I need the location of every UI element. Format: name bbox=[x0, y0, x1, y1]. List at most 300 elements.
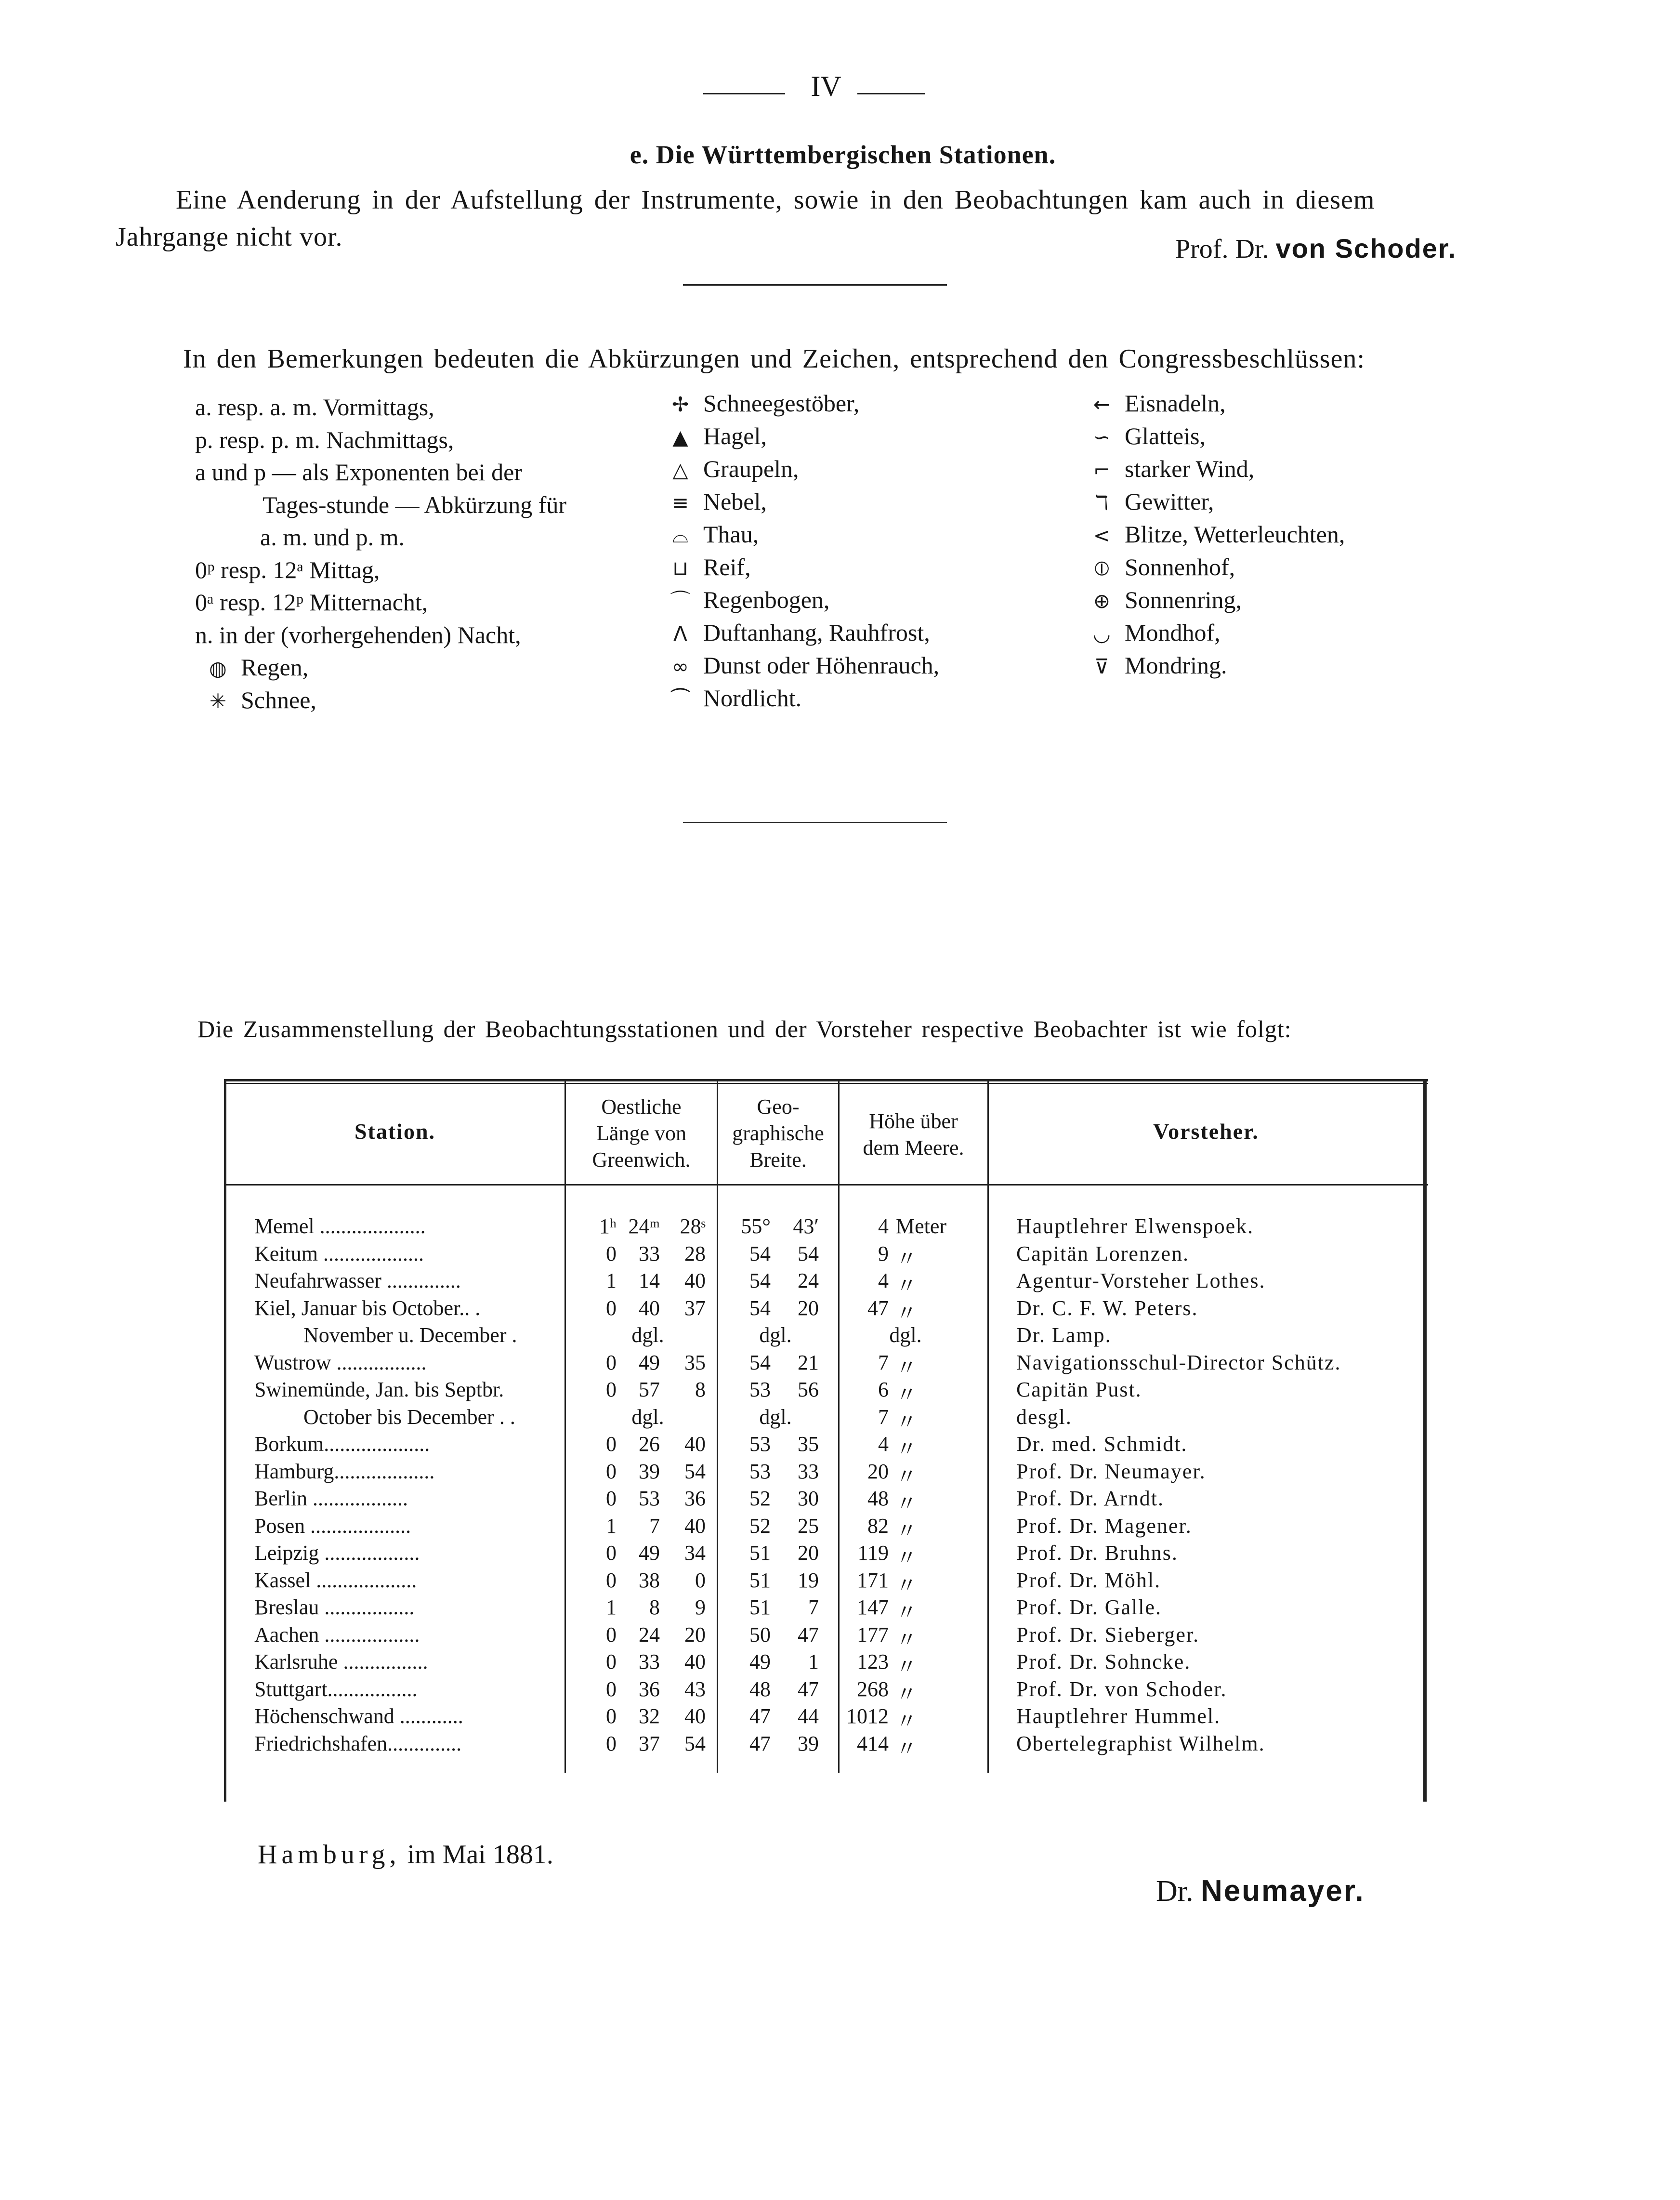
table-row bbox=[224, 1377, 1428, 1405]
latitude-minutes: 43′ bbox=[793, 1214, 819, 1238]
legend-item bbox=[195, 688, 316, 712]
station-name: Keitum ................... bbox=[254, 1241, 424, 1265]
altitude-value: 47 bbox=[867, 1296, 889, 1320]
closing-signature-name: Neumayer. bbox=[1201, 1874, 1365, 1908]
director-name: Dr. Lamp. bbox=[1016, 1323, 1112, 1347]
weather-symbol-icon: ℸ bbox=[1095, 491, 1109, 514]
longitude-hours: 0 bbox=[606, 1459, 617, 1483]
table-row bbox=[224, 1704, 1428, 1731]
legend-item-text: Regen, bbox=[241, 654, 309, 681]
altitude-unit: 〃 bbox=[896, 1682, 917, 1706]
longitude-seconds: 8 bbox=[695, 1378, 706, 1401]
station-name: Leipzig .................. bbox=[254, 1541, 420, 1565]
header-latitude bbox=[718, 1093, 838, 1173]
altitude-unit: 〃 bbox=[896, 1628, 917, 1652]
longitude-minutes: 8 bbox=[649, 1595, 660, 1619]
director-name: Prof. Dr. Möhl. bbox=[1016, 1568, 1161, 1592]
table-top-border-inner bbox=[224, 1083, 1428, 1084]
closing-place-date bbox=[258, 1839, 553, 1870]
longitude-seconds: 40 bbox=[684, 1269, 706, 1292]
closing-place: Hamburg, bbox=[258, 1840, 401, 1870]
table-row bbox=[224, 1568, 1428, 1595]
altitude-value: 4 bbox=[878, 1214, 889, 1238]
legend-item bbox=[657, 522, 759, 546]
legend-item bbox=[195, 558, 380, 582]
altitude-unit: 〃 bbox=[896, 1301, 917, 1325]
table-row bbox=[224, 1214, 1428, 1241]
header-longitude-line: Länge von bbox=[596, 1121, 686, 1145]
table-row bbox=[224, 1486, 1428, 1514]
latitude-degrees: 53 bbox=[749, 1459, 771, 1483]
legend-item-text: Mondring. bbox=[1125, 652, 1227, 679]
longitude-seconds: 40 bbox=[684, 1432, 706, 1456]
altitude-value: 82 bbox=[867, 1514, 889, 1538]
page-number-row bbox=[0, 70, 1680, 113]
longitude-seconds: 34 bbox=[684, 1541, 706, 1565]
latitude-degrees: 52 bbox=[749, 1487, 771, 1510]
latitude-minutes: 30 bbox=[798, 1487, 819, 1510]
director-name: desgl. bbox=[1016, 1405, 1072, 1429]
legend-item bbox=[1079, 653, 1227, 677]
latitude-minutes: 47 bbox=[798, 1622, 819, 1647]
weather-symbol-icon: ▲ bbox=[672, 425, 688, 449]
altitude-unit: 〃 bbox=[896, 1519, 917, 1543]
legend-item-text: a. m. und p. m. bbox=[260, 524, 405, 551]
legend-item-text: p. resp. p. m. Nachmittags, bbox=[195, 426, 454, 453]
altitude-unit: 〃 bbox=[896, 1383, 917, 1407]
legend-item-text: Regenbogen, bbox=[703, 586, 830, 613]
station-name: Kiel, Januar bis October.. . bbox=[254, 1296, 481, 1320]
director-name: Prof. Dr. Sieberger. bbox=[1016, 1622, 1200, 1647]
latitude-minutes: 44 bbox=[798, 1704, 819, 1728]
altitude-unit: Meter bbox=[896, 1214, 947, 1238]
longitude-minutes: 37 bbox=[639, 1731, 660, 1755]
table-row bbox=[224, 1459, 1428, 1487]
station-name: Berlin .................. bbox=[254, 1487, 408, 1510]
longitude-hours: 1 bbox=[606, 1514, 617, 1538]
director-name: Prof. Dr. Arndt. bbox=[1016, 1487, 1164, 1510]
legend-item bbox=[1079, 522, 1345, 546]
latitude-minutes: 25 bbox=[798, 1514, 819, 1538]
director-name: Hauptlehrer Hummel. bbox=[1016, 1704, 1221, 1728]
latitude-degrees: 55° bbox=[741, 1214, 771, 1238]
longitude-seconds: 28ˢ bbox=[680, 1214, 706, 1238]
weather-symbol-icon: ⦶ bbox=[1094, 556, 1109, 580]
longitude-seconds: 20 bbox=[684, 1622, 706, 1647]
altitude-value: 268 bbox=[857, 1677, 889, 1701]
longitude-seconds: 37 bbox=[684, 1296, 706, 1320]
altitude-value: 9 bbox=[878, 1241, 889, 1265]
station-name: Kassel ................... bbox=[254, 1568, 417, 1592]
page-number-dash-left bbox=[703, 93, 785, 94]
weather-symbol-icon: Λ bbox=[673, 622, 687, 646]
director-name: Prof. Dr. Galle. bbox=[1016, 1595, 1162, 1619]
director-name: Hauptlehrer Elwenspoek. bbox=[1016, 1214, 1254, 1238]
station-name: November u. December . bbox=[303, 1323, 517, 1347]
legend-item-text: Thau, bbox=[703, 521, 759, 548]
legend-item bbox=[1079, 555, 1235, 579]
station-name: Borkum.................... bbox=[254, 1432, 430, 1456]
header-longitude bbox=[566, 1093, 717, 1173]
latitude-degrees: 51 bbox=[749, 1568, 771, 1592]
longitude-minutes: 14 bbox=[639, 1269, 660, 1292]
legend-item bbox=[657, 391, 859, 415]
longitude-minutes: 32 bbox=[639, 1704, 660, 1728]
director-name: Navigationsschul-Director Schütz. bbox=[1016, 1350, 1341, 1374]
station-name: Stuttgart................. bbox=[254, 1677, 418, 1701]
table-row bbox=[224, 1405, 1428, 1432]
altitude-value: 20 bbox=[867, 1459, 889, 1483]
longitude-hours: 0 bbox=[606, 1704, 617, 1728]
longitude-hours: 0 bbox=[606, 1241, 617, 1265]
latitude-degrees: 54 bbox=[749, 1241, 771, 1265]
weather-symbol-icon: △ bbox=[672, 458, 688, 482]
page-number-dash-right bbox=[857, 93, 925, 94]
latitude-degrees: 53 bbox=[749, 1432, 771, 1456]
longitude-hours: 0 bbox=[606, 1568, 617, 1592]
legend-item-text: starker Wind, bbox=[1125, 455, 1255, 482]
longitude-hours: 0 bbox=[606, 1731, 617, 1755]
altitude-same: dgl. bbox=[889, 1323, 922, 1347]
table-row bbox=[224, 1432, 1428, 1459]
longitude-minutes: 39 bbox=[639, 1459, 660, 1483]
altitude-value: 147 bbox=[857, 1595, 889, 1619]
legend-item bbox=[260, 525, 405, 549]
legend-item bbox=[195, 428, 454, 452]
latitude-degrees: 53 bbox=[749, 1378, 771, 1401]
weather-symbol-icon: ⊽ bbox=[1094, 655, 1109, 678]
latitude-same: dgl. bbox=[759, 1323, 792, 1347]
weather-symbol-icon: ✢ bbox=[671, 393, 689, 416]
latitude-minutes: 39 bbox=[798, 1731, 819, 1755]
legend-item bbox=[1079, 391, 1226, 415]
longitude-same: dgl. bbox=[631, 1323, 664, 1347]
longitude-hours: 0 bbox=[606, 1296, 617, 1320]
latitude-degrees: 48 bbox=[749, 1677, 771, 1701]
weather-symbol-icon: ⌓ bbox=[672, 524, 689, 547]
longitude-seconds: 36 bbox=[684, 1487, 706, 1510]
longitude-seconds: 35 bbox=[684, 1350, 706, 1374]
longitude-hours: 0 bbox=[606, 1350, 617, 1374]
altitude-unit: 〃 bbox=[896, 1573, 917, 1597]
director-name: Prof. Dr. Neumayer. bbox=[1016, 1459, 1206, 1483]
latitude-degrees: 54 bbox=[749, 1350, 771, 1374]
altitude-unit: 〃 bbox=[896, 1601, 917, 1624]
legend-item-text: Reif, bbox=[703, 553, 751, 580]
latitude-same: dgl. bbox=[759, 1405, 792, 1429]
latitude-minutes: 20 bbox=[798, 1541, 819, 1565]
director-name: Prof. Dr. Sohncke. bbox=[1016, 1650, 1191, 1673]
altitude-unit: 〃 bbox=[896, 1546, 917, 1570]
section-signature-name: von Schoder. bbox=[1275, 233, 1457, 263]
altitude-unit: 〃 bbox=[896, 1737, 917, 1761]
weather-symbol-icon: ◍ bbox=[209, 657, 227, 680]
weather-symbol-icon: ⊔ bbox=[672, 556, 688, 580]
longitude-seconds: 9 bbox=[695, 1595, 706, 1619]
longitude-seconds: 28 bbox=[684, 1241, 706, 1265]
header-latitude-line: Geo- bbox=[757, 1095, 800, 1119]
header-station: Station. bbox=[354, 1119, 436, 1144]
legend-item bbox=[657, 424, 767, 448]
table-row bbox=[224, 1241, 1428, 1269]
legend-item bbox=[195, 395, 434, 419]
legend-item-text: a. resp. a. m. Vormittags, bbox=[195, 394, 434, 421]
closing-date: im Mai 1881. bbox=[407, 1840, 553, 1870]
legend-item bbox=[195, 590, 428, 614]
latitude-degrees: 54 bbox=[749, 1269, 771, 1292]
longitude-seconds: 54 bbox=[684, 1731, 706, 1755]
latitude-minutes: 54 bbox=[798, 1241, 819, 1265]
legend-item-text: Schnee, bbox=[241, 686, 316, 713]
legend-item bbox=[657, 489, 767, 514]
longitude-minutes: 38 bbox=[639, 1568, 660, 1592]
latitude-minutes: 21 bbox=[798, 1350, 819, 1374]
legend-item bbox=[657, 686, 801, 710]
legend-item-text: 0ᵖ resp. 12ᵃ Mittag, bbox=[195, 556, 380, 583]
altitude-value: 7 bbox=[878, 1405, 889, 1429]
longitude-hours: 0 bbox=[606, 1677, 617, 1701]
table-top-border bbox=[224, 1079, 1428, 1081]
altitude-value: 4 bbox=[878, 1269, 889, 1292]
longitude-hours: 0 bbox=[606, 1487, 617, 1510]
legend-item-text: Dunst oder Höhenrauch, bbox=[703, 652, 940, 679]
section-intro-line-1: Eine Aenderung in der Aufstellung der Instrumente, sowie in den Beobachtungen kam auch in diesem bbox=[176, 185, 1375, 215]
latitude-minutes: 20 bbox=[798, 1296, 819, 1320]
longitude-minutes: 33 bbox=[639, 1241, 660, 1265]
table-row bbox=[224, 1541, 1428, 1568]
station-name: Aachen .................. bbox=[254, 1622, 420, 1647]
section-title: e. Die Württembergischen Stationen. bbox=[630, 140, 1056, 169]
weather-symbol-icon: ⌐ bbox=[1093, 458, 1111, 482]
latitude-degrees: 47 bbox=[749, 1731, 771, 1755]
legend-item-text: n. in der (vorhergehenden) Nacht, bbox=[195, 621, 521, 648]
weather-symbol-icon: < bbox=[1093, 524, 1111, 547]
longitude-hours: 1 bbox=[606, 1269, 617, 1292]
altitude-value: 1012 bbox=[846, 1704, 889, 1728]
legend-item-text: Mondhof, bbox=[1125, 619, 1221, 646]
latitude-minutes: 33 bbox=[798, 1459, 819, 1483]
altitude-value: 7 bbox=[878, 1350, 889, 1374]
legend-intro: In den Bemerkungen bedeuten die Abkürzungen und Zeichen, entsprechend den Congressbeschlüssen: bbox=[183, 344, 1365, 374]
table-row bbox=[224, 1350, 1428, 1378]
director-name: Capitän Lorenzen. bbox=[1016, 1241, 1189, 1265]
longitude-seconds: 0 bbox=[695, 1568, 706, 1592]
latitude-minutes: 24 bbox=[798, 1269, 819, 1292]
station-name: Wustrow ................. bbox=[254, 1350, 427, 1374]
latitude-minutes: 56 bbox=[798, 1378, 819, 1401]
altitude-value: 48 bbox=[867, 1487, 889, 1510]
weather-symbol-icon: ⏜ bbox=[670, 687, 690, 711]
longitude-minutes: 57 bbox=[639, 1378, 660, 1401]
director-name: Dr. C. F. W. Peters. bbox=[1016, 1296, 1198, 1320]
director-name: Agentur-Vorsteher Lothes. bbox=[1016, 1269, 1266, 1292]
legend-item-text: Nordlicht. bbox=[703, 685, 802, 711]
legend-item bbox=[195, 460, 522, 484]
divider-rule bbox=[683, 822, 947, 823]
legend-item bbox=[657, 653, 939, 677]
table-row bbox=[224, 1622, 1428, 1650]
station-name: October bis December . . bbox=[303, 1405, 515, 1429]
longitude-seconds: 40 bbox=[684, 1514, 706, 1538]
altitude-unit: 〃 bbox=[896, 1410, 917, 1434]
table-row bbox=[224, 1595, 1428, 1622]
station-name: Karlsruhe ................ bbox=[254, 1650, 428, 1673]
table-intro: Die Zusammenstellung der Beobachtungsstationen und der Vorsteher respective Beobachter ist wie folgt: bbox=[197, 1015, 1292, 1042]
longitude-same: dgl. bbox=[631, 1405, 664, 1429]
director-name: Capitän Pust. bbox=[1016, 1378, 1142, 1401]
latitude-minutes: 35 bbox=[798, 1432, 819, 1456]
station-name: Memel .................... bbox=[254, 1214, 426, 1238]
header-longitude-line: Oestliche bbox=[601, 1095, 682, 1119]
legend-item bbox=[657, 555, 751, 579]
legend-item-text: Sonnenhof, bbox=[1125, 553, 1235, 580]
director-name: Prof. Dr. Bruhns. bbox=[1016, 1541, 1178, 1565]
director-name: Dr. med. Schmidt. bbox=[1016, 1432, 1188, 1456]
legend-item bbox=[1079, 588, 1242, 612]
altitude-value: 6 bbox=[878, 1378, 889, 1401]
legend-item-text: Glatteis, bbox=[1125, 422, 1206, 449]
altitude-unit: 〃 bbox=[896, 1464, 917, 1489]
latitude-degrees: 51 bbox=[749, 1595, 771, 1619]
longitude-seconds: 40 bbox=[684, 1650, 706, 1673]
legend-item bbox=[657, 457, 799, 481]
legend-item bbox=[657, 588, 829, 612]
latitude-minutes: 1 bbox=[808, 1650, 819, 1673]
station-name: Swinemünde, Jan. bis Septbr. bbox=[254, 1378, 504, 1401]
altitude-unit: 〃 bbox=[896, 1655, 917, 1679]
legend-item-text: Nebel, bbox=[703, 488, 767, 515]
legend-item bbox=[195, 655, 308, 679]
table-header-rule bbox=[224, 1184, 1428, 1186]
legend-item-text: Blitze, Wetterleuchten, bbox=[1125, 521, 1345, 548]
longitude-minutes: 40 bbox=[639, 1296, 660, 1320]
section-signature bbox=[1175, 233, 1457, 264]
longitude-hours: 1ʰ bbox=[599, 1214, 617, 1238]
latitude-minutes: 7 bbox=[808, 1595, 819, 1619]
longitude-seconds: 43 bbox=[684, 1677, 706, 1701]
longitude-hours: 0 bbox=[606, 1541, 617, 1565]
weather-symbol-icon: ← bbox=[1093, 393, 1111, 416]
station-name: Hamburg................... bbox=[254, 1459, 435, 1483]
weather-symbol-icon: ≡ bbox=[671, 491, 689, 514]
legend-item-text: Schneegestöber, bbox=[703, 390, 860, 417]
legend-item-text: a und p — als Exponenten bei der bbox=[195, 459, 522, 486]
station-name: Friedrichshafen.............. bbox=[254, 1731, 462, 1755]
longitude-seconds: 54 bbox=[684, 1459, 706, 1483]
legend-item bbox=[1079, 424, 1206, 448]
altitude-value: 4 bbox=[878, 1432, 889, 1456]
page-number: IV bbox=[811, 70, 841, 102]
legend-item-text: Graupeln, bbox=[703, 455, 799, 482]
director-name: Obertelegraphist Wilhelm. bbox=[1016, 1731, 1265, 1755]
longitude-minutes: 33 bbox=[639, 1650, 660, 1673]
legend-item bbox=[262, 493, 566, 517]
longitude-hours: 0 bbox=[606, 1432, 617, 1456]
legend-item-text: Gewitter, bbox=[1125, 488, 1214, 515]
longitude-minutes: 49 bbox=[639, 1350, 660, 1374]
longitude-minutes: 24ᵐ bbox=[628, 1214, 660, 1238]
latitude-minutes: 47 bbox=[798, 1677, 819, 1701]
legend-item bbox=[1079, 489, 1214, 514]
altitude-unit: 〃 bbox=[896, 1356, 917, 1380]
latitude-degrees: 49 bbox=[749, 1650, 771, 1673]
weather-symbol-icon: ∽ bbox=[1093, 425, 1111, 449]
altitude-value: 171 bbox=[857, 1568, 889, 1592]
header-longitude-line: Greenwich. bbox=[592, 1148, 691, 1172]
altitude-unit: 〃 bbox=[896, 1274, 917, 1298]
director-name: Prof. Dr. Magener. bbox=[1016, 1514, 1192, 1538]
altitude-unit: 〃 bbox=[896, 1437, 917, 1461]
latitude-degrees: 52 bbox=[749, 1514, 771, 1538]
legend-item-text: 0ᵃ resp. 12ᵖ Mitternacht, bbox=[195, 589, 428, 616]
header-latitude-line: Breite. bbox=[749, 1148, 807, 1172]
longitude-hours: 0 bbox=[606, 1378, 617, 1401]
table-row bbox=[224, 1677, 1428, 1704]
weather-symbol-icon: ✳ bbox=[209, 689, 227, 713]
longitude-seconds: 40 bbox=[684, 1704, 706, 1728]
director-name: Prof. Dr. von Schoder. bbox=[1016, 1677, 1227, 1701]
longitude-minutes: 24 bbox=[639, 1622, 660, 1647]
weather-symbol-icon: ◡ bbox=[1093, 622, 1111, 646]
legend-item-text: Eisnadeln, bbox=[1125, 390, 1226, 417]
longitude-minutes: 49 bbox=[639, 1541, 660, 1565]
header-director: Vorsteher. bbox=[1153, 1119, 1259, 1144]
longitude-hours: 0 bbox=[606, 1622, 617, 1647]
longitude-hours: 1 bbox=[606, 1595, 617, 1619]
header-altitude-line: Höhe über bbox=[869, 1109, 958, 1133]
latitude-degrees: 54 bbox=[749, 1296, 771, 1320]
section-signature-prefix: Prof. Dr. bbox=[1175, 234, 1269, 264]
table-row bbox=[224, 1323, 1428, 1350]
altitude-value: 119 bbox=[857, 1541, 889, 1565]
altitude-unit: 〃 bbox=[896, 1247, 917, 1271]
longitude-minutes: 7 bbox=[649, 1514, 660, 1538]
altitude-value: 177 bbox=[857, 1622, 889, 1647]
header-altitude bbox=[840, 1108, 987, 1161]
stations-table bbox=[224, 1079, 1428, 1802]
closing-signature-prefix: Dr. bbox=[1156, 1875, 1194, 1908]
latitude-minutes: 19 bbox=[798, 1568, 819, 1592]
legend-item-text: Hagel, bbox=[703, 422, 767, 449]
station-name: Posen ................... bbox=[254, 1514, 411, 1538]
longitude-minutes: 26 bbox=[639, 1432, 660, 1456]
legend-item bbox=[1079, 620, 1221, 645]
divider-rule bbox=[683, 284, 947, 286]
longitude-hours: 0 bbox=[606, 1650, 617, 1673]
legend-item bbox=[1079, 457, 1254, 481]
table-row bbox=[224, 1649, 1428, 1677]
header-latitude-line: graphische bbox=[732, 1121, 824, 1145]
latitude-degrees: 50 bbox=[749, 1622, 771, 1647]
altitude-value: 123 bbox=[857, 1650, 889, 1673]
legend-item-text: Sonnenring, bbox=[1125, 586, 1242, 613]
weather-symbol-icon: ∞ bbox=[672, 655, 689, 678]
station-name: Neufahrwasser .............. bbox=[254, 1269, 461, 1292]
longitude-minutes: 53 bbox=[639, 1487, 660, 1510]
legend-item bbox=[195, 623, 521, 647]
latitude-degrees: 47 bbox=[749, 1704, 771, 1728]
legend-item-text: Duftanhang, Rauhfrost, bbox=[703, 619, 930, 646]
section-intro-line-2: Jahrgange nicht vor. bbox=[116, 222, 343, 252]
weather-symbol-icon: ⊕ bbox=[1093, 589, 1111, 613]
legend-item-text: Tages-stunde — Abkürzung für bbox=[262, 491, 567, 518]
latitude-degrees: 51 bbox=[749, 1541, 771, 1565]
altitude-unit: 〃 bbox=[896, 1492, 917, 1515]
closing-signature bbox=[1156, 1874, 1365, 1909]
table-row bbox=[224, 1514, 1428, 1541]
table-row bbox=[224, 1296, 1428, 1323]
table-row bbox=[224, 1268, 1428, 1296]
